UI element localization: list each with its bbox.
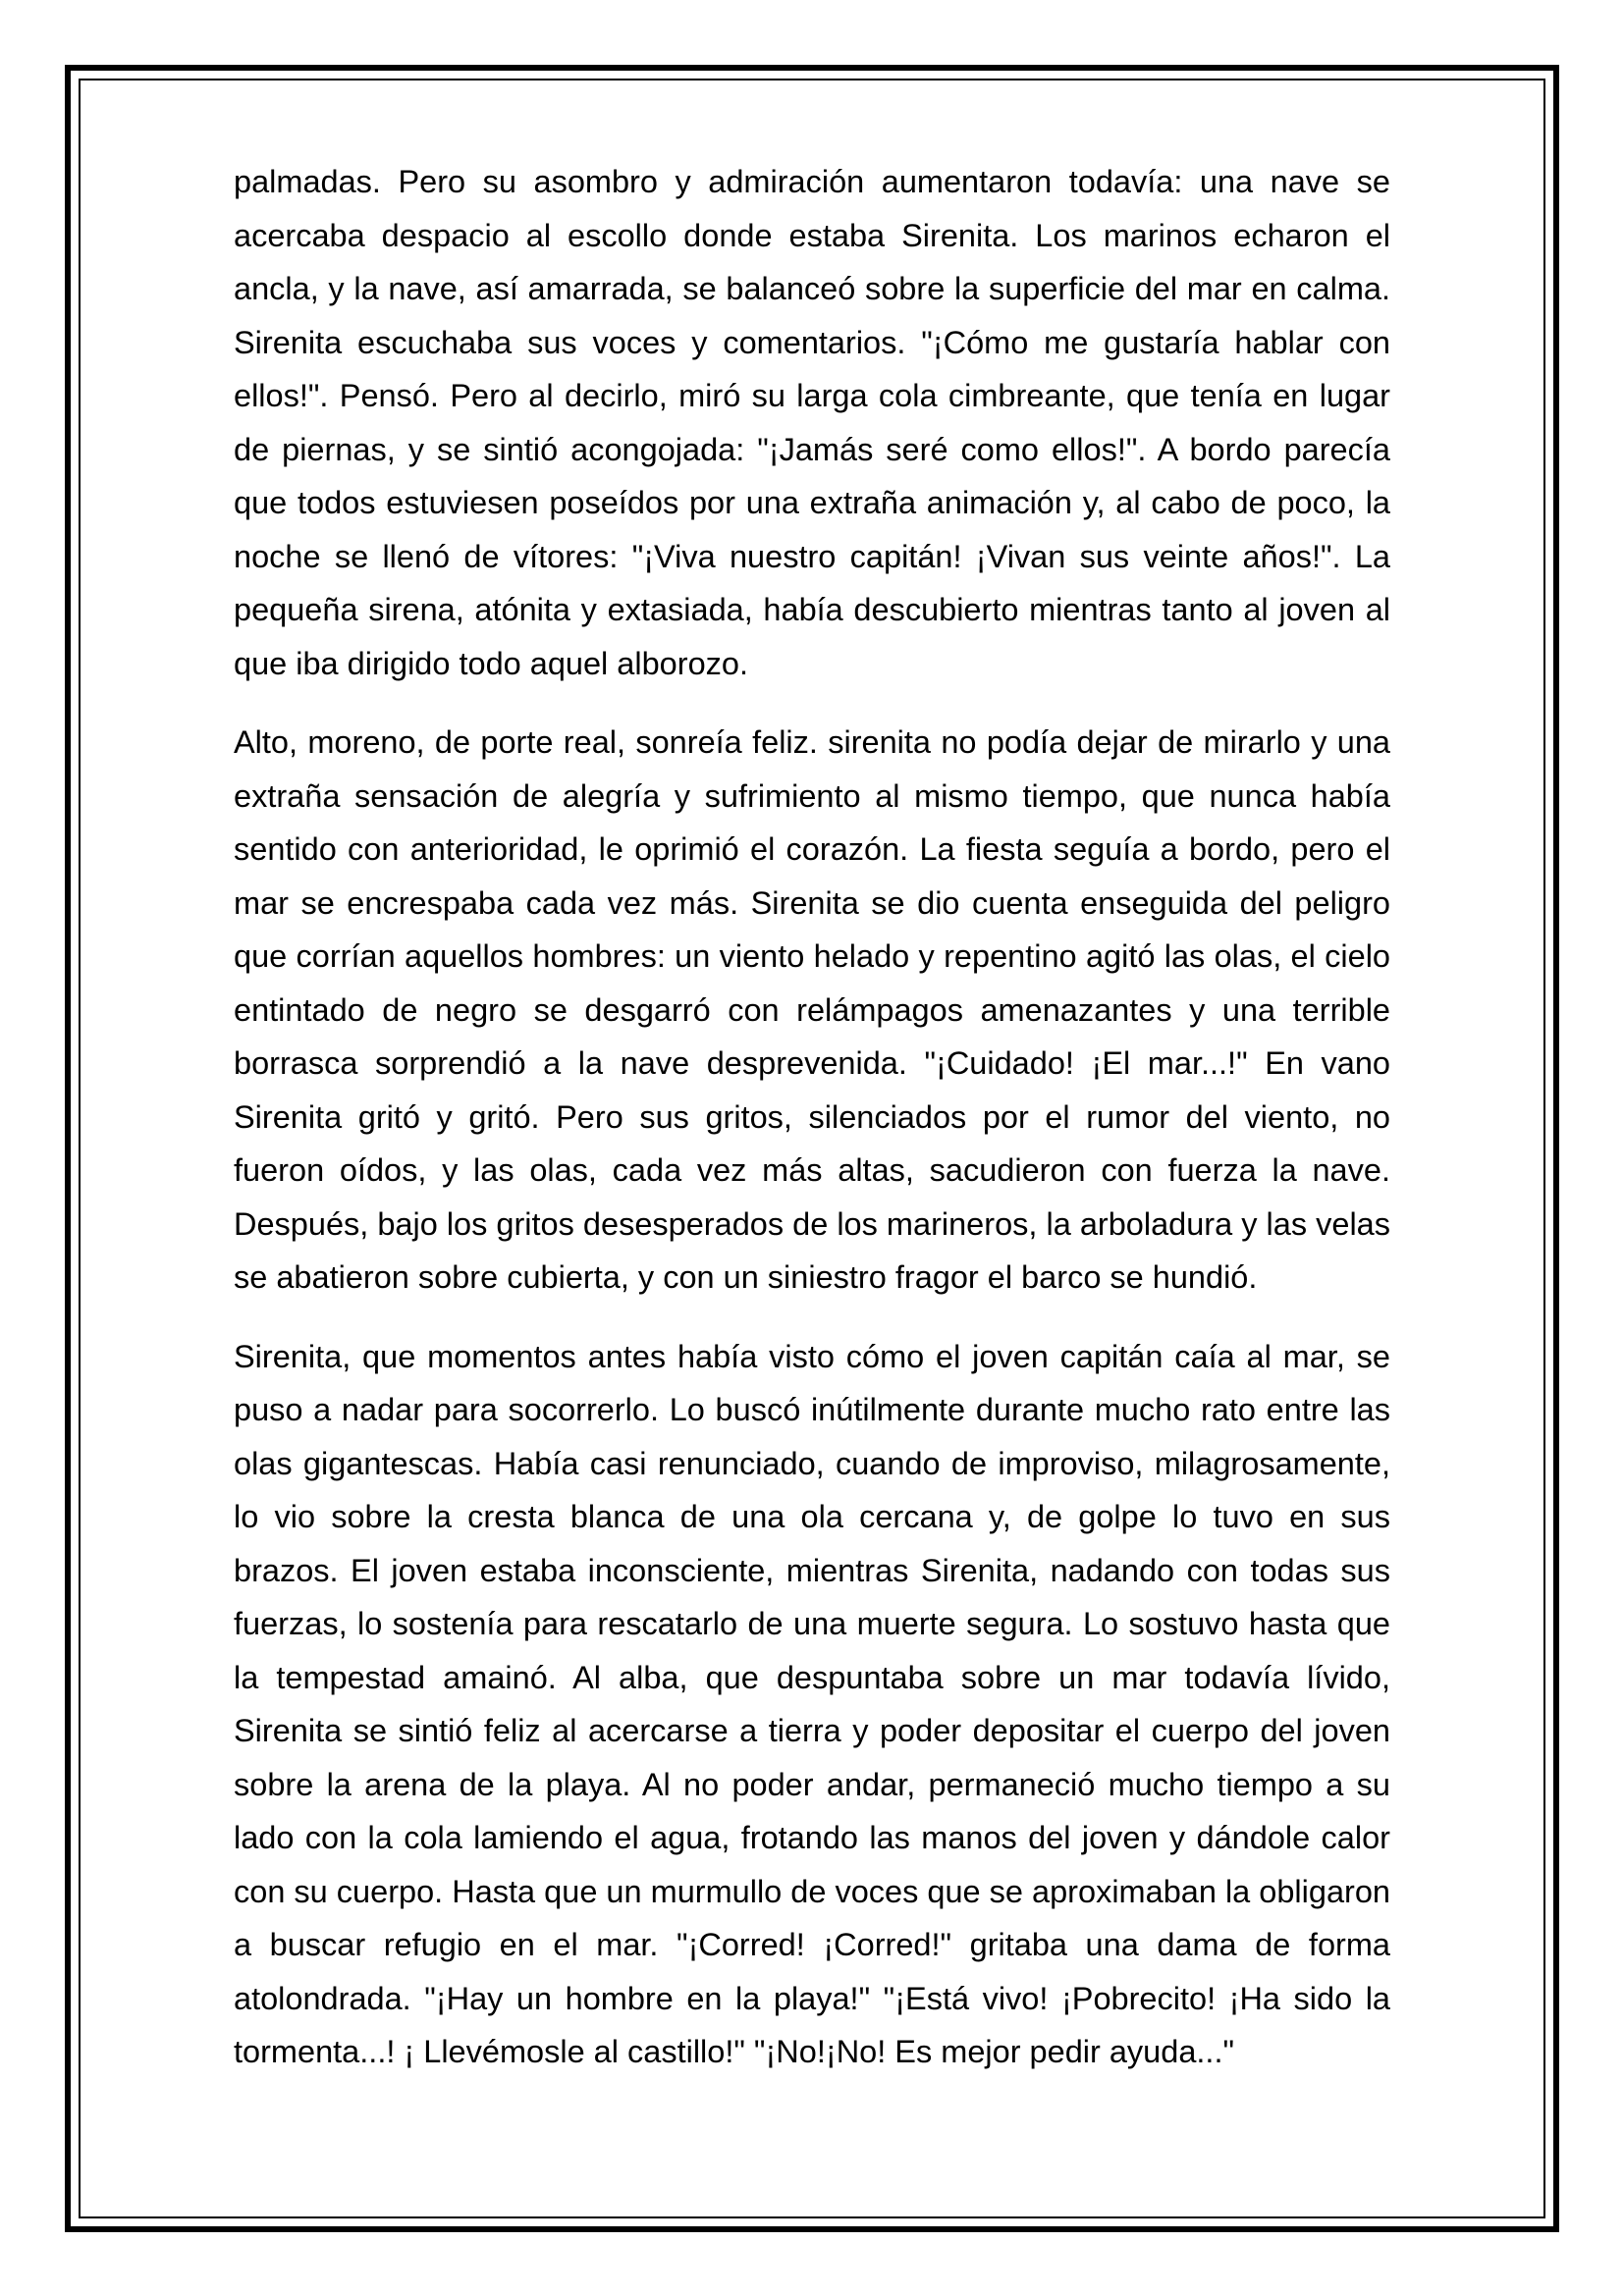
paragraph-3: Sirenita, que momentos antes había visto cómo el joven capitán caía al mar, se puso a nadar para socorrerlo. Lo buscó inútilmente durante mucho rato entre las olas gigantescas. Había casi renunciado, cuando de improviso, milagrosamente, lo vio sobre la cresta blanca de una ola cercana y, de golpe lo tuvo en sus brazos. El joven estaba inconsciente, mientras Sirenita, nadando con todas sus fuerzas, lo sostenía para rescatarlo de una muerte segura. Lo sostuvo hasta que la tempestad amainó. Al alba, que despuntaba sobre un mar todavía lívido, Sirenita se sintió feliz al acercarse a tierra y poder depositar el cuerpo del joven sobre la arena de la playa. Al no poder andar, permaneció mucho tiempo a su lado con la cola lamiendo el agua, frotando las manos del joven y dándole calor con su cuerpo. Hasta que un murmullo de voces que se aproximaban la obligaron a buscar refugio en el mar. "¡Corred! ¡Corred!" gritaba una dama de forma atolondrada. "¡Hay un hombre en la playa!" "¡Está vivo! ¡Pobrecito! ¡Ha sido la tormenta...! ¡ Llevémosle al castillo!" "¡No!¡No! Es mejor pedir ayuda..." — [234, 1338, 1390, 2069]
document-body — [234, 155, 1390, 2105]
paragraph-1: palmadas. Pero su asombro y admiración aumentaron todavía: una nave se acercaba despacio al escollo donde estaba Sirenita. Los marinos echaron el ancla, y la nave, así amarrada, se balanceó sobre la superficie del mar en calma. Sirenita escuchaba sus voces y comentarios. "¡Cómo me gustaría hablar con ellos!". Pensó. Pero al decirlo, miró su larga cola cimbreante, que tenía en lugar de piernas, y se sintió acongojada: "¡Jamás seré como ellos!". A bordo parecía que todos estuviesen poseídos por una extraña animación y, al cabo de poco, la noche se llenó de vítores: "¡Viva nuestro capitán! ¡Vivan sus veinte años!". La pequeña sirena, atónita y extasiada, había descubierto mientras tanto al joven al que iba dirigido todo aquel alborozo. — [234, 164, 1390, 681]
paragraph-2: Alto, moreno, de porte real, sonreía feliz. sirenita no podía dejar de mirarlo y una extraña sensación de alegría y sufrimiento al mismo tiempo, que nunca había sentido con anterioridad, le oprimió el corazón. La fiesta seguía a bordo, pero el mar se encrespaba cada vez más. Sirenita se dio cuenta enseguida del peligro que corrían aquellos hombres: un viento helado y repentino agitó las olas, el cielo entintado de negro se desgarró con relámpagos amenazantes y una terrible borrasca sorprendió a la nave desprevenida. "¡Cuidado! ¡El mar...!" En vano Sirenita gritó y gritó. Pero sus gritos, silenciados por el rumor del viento, no fueron oídos, y las olas, cada vez más altas, sacudieron con fuerza la nave. Después, bajo los gritos desesperados de los marineros, la arboladura y las velas se abatieron sobre cubierta, y con un siniestro fragor el barco se hundió. — [234, 724, 1390, 1295]
